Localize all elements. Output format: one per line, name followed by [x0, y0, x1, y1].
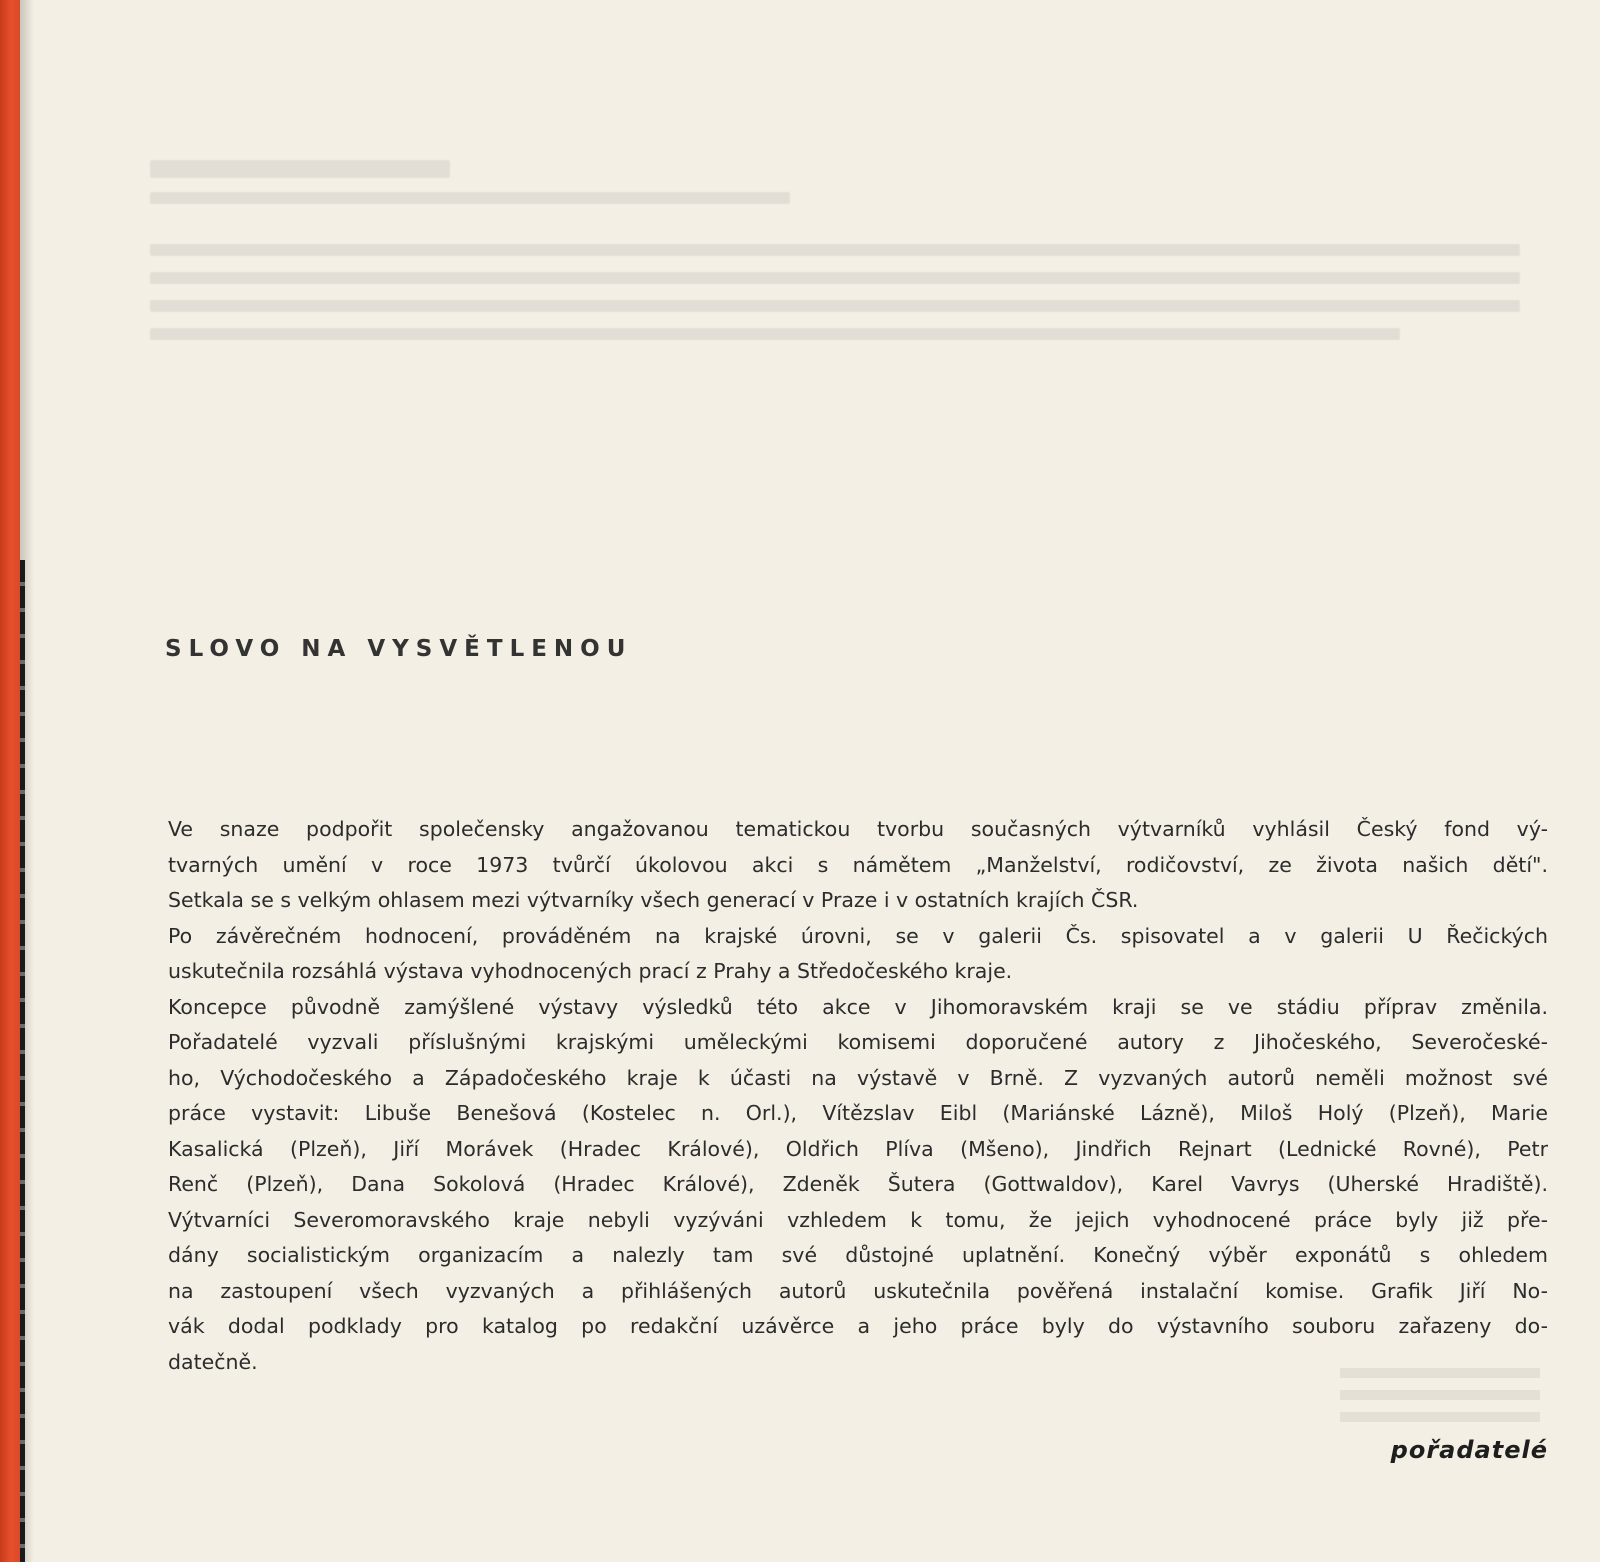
book-spine-edge	[0, 0, 20, 1562]
body-line: Po závěrečném hodnocení, prováděném na krajské úrovni, se v galerii Čs. spisovatel a v galerii U Řečických	[168, 923, 1548, 948]
show-through-text	[150, 160, 1550, 400]
body-line: dány socialistickým organizacím a nalezly tam své důstojné uplatnění. Konečný výběr exponátů s ohledem	[168, 1243, 1548, 1267]
body-line: ho, Východočeského a Západočeského kraje k účasti na výstavě v Brně. Z vyzvaných autorů neměli možnost své	[168, 1065, 1548, 1090]
body-line: Výtvarníci Severomoravského kraje nebyli vyzýváni vzhledem k tomu, že jejich vyhodnocené práce byly již pře-	[168, 1207, 1548, 1232]
section-title: SLOVO NA VYSVĚTLENOU	[165, 636, 633, 662]
body-line: Kasalická (Plzeň), Jiří Morávek (Hradec Králové), Oldřich Plíva (Mšeno), Jindřich Rejnart (Lednické Rovné), Petr	[168, 1136, 1548, 1161]
body-line: Ve snaze podpořit společensky angažovanou tematickou tvorbu současných výtvarníků vyhlásil Český fond vý-	[168, 817, 1548, 841]
signature-organizers: pořadatelé	[1390, 1436, 1548, 1464]
body-line: na zastoupení všech vyzvaných a přihlášených autorů uskutečnila pověřená instalační komise. Grafik Jiří No-	[168, 1278, 1548, 1303]
body-paragraph	[168, 812, 1548, 1380]
body-line: práce vystavit: Libuše Benešová (Kostelec n. Orl.), Vítězslav Eibl (Mariánské Lázně), Miloš Holý (Plzeň), Marie	[168, 1101, 1548, 1125]
body-line: Setkala se s velkým ohlasem mezi výtvarníky všech generací v Praze i v ostatních krajích ČSR.	[168, 888, 1139, 912]
binding-thread	[20, 560, 25, 1562]
body-line: datečně.	[168, 1349, 258, 1374]
body-line: vák dodal podklady pro katalog po redakční uzávěrce a jeho práce byly do výstavního souboru zařazeny do-	[168, 1314, 1548, 1338]
body-line: Pořadatelé vyzvali příslušnými krajskými uměleckými komisemi doporučené autory z Jihočeského, Severočeské-	[168, 1030, 1548, 1054]
body-line: tvarných umění v roce 1973 tvůrčí úkolovou akci s námětem „Manželství, rodičovství, ze života našich dětí".	[168, 852, 1548, 877]
body-line: Renč (Plzeň), Dana Sokolová (Hradec Králové), Zdeněk Šutera (Gottwaldov), Karel Vavrys (Uherské Hradiště).	[168, 1172, 1548, 1196]
body-line: uskutečnila rozsáhlá výstava vyhodnocených prací z Prahy a Středočeského kraje.	[168, 959, 1013, 983]
body-line: Koncepce původně zamýšlené výstavy výsledků této akce v Jihomoravském kraji se ve stádiu příprav změnila.	[168, 994, 1548, 1019]
